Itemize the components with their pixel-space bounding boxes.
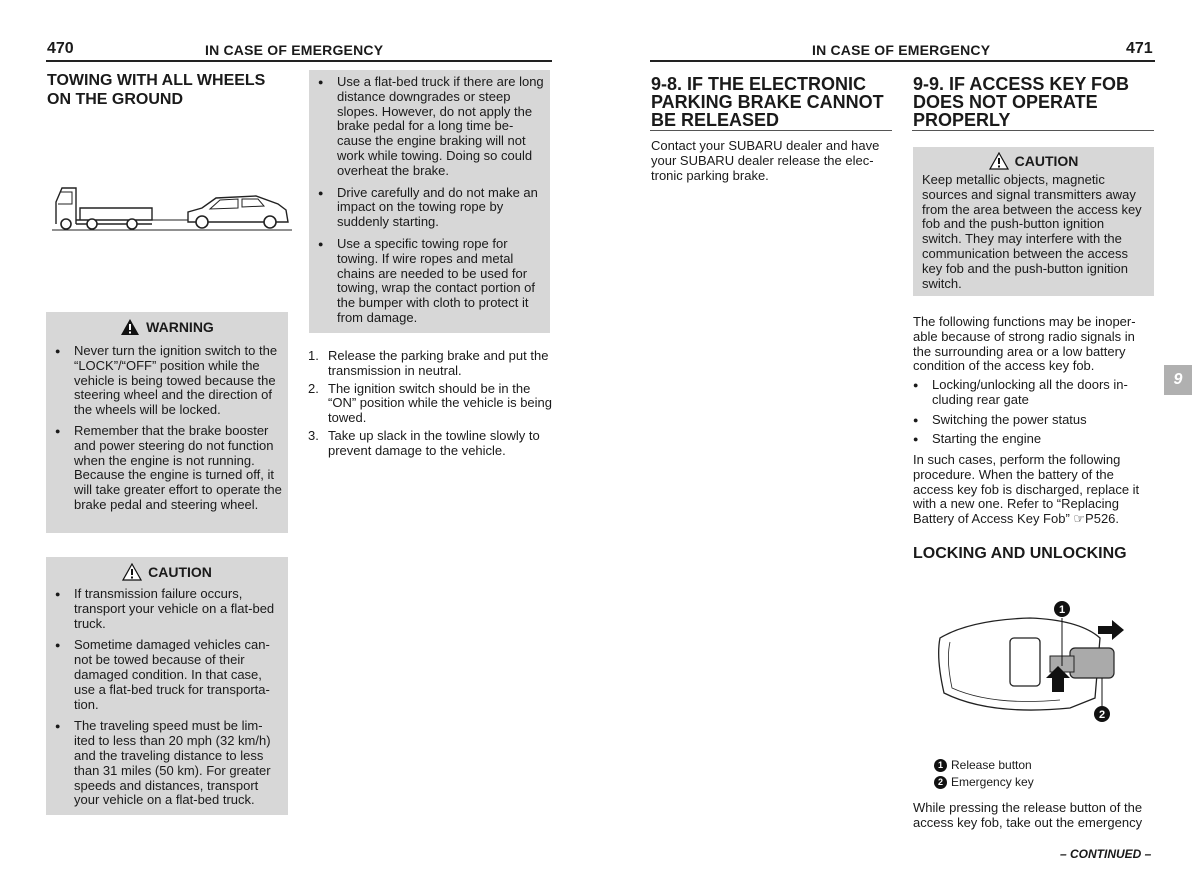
towing-section-title: TOWING WITH ALL WHEELS ON THE GROUND (47, 72, 266, 108)
continued-label: – CONTINUED – (1060, 847, 1152, 861)
section-9-9-title: 9-9. IF ACCESS KEY FOB DOES NOT OPERATE PROPERLY (913, 74, 1130, 130)
warning-title: WARNING (146, 319, 214, 335)
caution-item: ● The traveling speed must be lim-ited to less than 20 mph (32 km/h) and the traveling distance to less than 31 miles (50 km). For greater speeds and distances, transport your vehicle on a flat-bed truck. (46, 719, 282, 808)
caution-triangle-icon (122, 563, 142, 581)
locking-unlocking-title: LOCKING AND UNLOCKING (913, 545, 1127, 562)
left-header-rule (46, 60, 552, 62)
caution-continued-box (309, 70, 550, 333)
caution-item: ● If transmission failure occurs, transport your vehicle on a flat-bed truck. (46, 587, 282, 631)
step-number: 1. (308, 348, 319, 363)
section-9-8-title: 9-8. IF THE ELECTRONIC PARKING BRAKE CANNOT BE RELEASED (651, 74, 884, 130)
right-header-rule (650, 60, 1155, 62)
legend-number: 1 (934, 759, 947, 772)
left-running-head: IN CASE OF EMERGENCY (205, 42, 384, 58)
caution-item: ● Drive carefully and do not make an impact on the towing rope by suddenly starting. (309, 186, 544, 230)
caution-item: ● Sometime damaged vehicles can-not be towed because of their damaged condition. In that case, use a flat-bed truck for transporta-tion. (46, 638, 282, 712)
callout-1-label: 1 (1058, 604, 1066, 616)
key-fob-illustration (930, 598, 1135, 726)
legend-number: 2 (934, 776, 947, 789)
step-number: 2. (308, 380, 319, 396)
towing-illustration (52, 182, 292, 234)
procedure-paragraph: In such cases, perform the following procedure. When the battery of the access key fob is discharged, replace it with a new one. Refer to “Replacing Battery of Access Key Fob” ☞P526. (913, 452, 1140, 527)
step-item (308, 349, 554, 379)
step-text: The ignition switch should be in the “ON” position while the vehicle is being towed. (328, 380, 552, 426)
step-item (308, 382, 554, 426)
legend-label: Release button (951, 758, 1032, 772)
functions-list (904, 378, 1154, 447)
pull-arrow-icon (1098, 620, 1124, 640)
step-text: Take up slack in the towline slowly to prevent damage to the vehicle. (328, 427, 540, 458)
caution-item: ● Use a specific towing rope for towing. If wire ropes and metal chains are needed to be used for towing, wrap the contact portion of the bumper with cloth to protect it from damage. (309, 237, 544, 326)
section-9-8-rule (650, 130, 892, 131)
legend-item (934, 774, 1034, 791)
caution-box-right (913, 147, 1154, 296)
callout-2-label: 2 (1098, 709, 1106, 721)
warning-list (46, 344, 288, 513)
caution-title-right: CAUTION (1014, 153, 1079, 169)
legend-item (934, 757, 1034, 774)
caution-list-left (46, 587, 288, 808)
function-item: ● Switching the power status (904, 413, 1154, 428)
section-9-8-body: Contact your SUBARU dealer and have your SUBARU dealer release the elec-tronic parking brake. (651, 138, 880, 183)
left-page-number: 470 (47, 40, 74, 57)
warning-item: ● Never turn the ignition switch to the “LOCK”/“OFF” position while the vehicle is being towed because the steering wheel and the direction of the wheels will be locked. (46, 344, 282, 418)
caution-header-right (913, 152, 1154, 170)
caution-continued-list (309, 75, 550, 326)
caution-title-left: CAUTION (148, 564, 212, 580)
caution-item: ● Use a flat-bed truck if there are long distance downgrades or steep slopes. However, do not apply the brake pedal for a long time be-cause the engine braking will not work while towing. Doing so could overheat the brake. (309, 75, 544, 179)
step-number: 3. (308, 427, 319, 443)
function-item: ● Starting the engine (904, 432, 1154, 447)
figure-legend (934, 757, 1034, 791)
legend-label: Emergency key (951, 775, 1034, 789)
warning-item: ● Remember that the brake booster and power steering do not function when the engine is not running. Because the engine is turned off, it will take greater effort to operate the brake pedal and steering wheel. (46, 424, 282, 513)
section-9-9-rule (912, 130, 1154, 131)
chapter-tab: 9 (1164, 365, 1192, 395)
caution-body-right: Keep metallic objects, magnetic sources and signal transmitters away from the area between the access key fob and the push-button ignition switch. They may interfere with the communication between the access key fob and the push-button ignition switch. (922, 172, 1142, 291)
warning-triangle-icon (120, 318, 140, 336)
emergency-key-shape (1070, 648, 1114, 678)
warning-header (46, 318, 288, 336)
functions-intro: The following functions may be inoper-able because of strong radio signals in the surrounding area or a low battery condition of the access key fob. (913, 314, 1136, 374)
function-item: ● Locking/unlocking all the doors in-cluding rear gate (904, 378, 1154, 408)
towing-steps (308, 349, 554, 459)
right-running-head: IN CASE OF EMERGENCY (812, 42, 991, 58)
caution-triangle-icon (989, 152, 1009, 170)
warning-box (46, 312, 288, 533)
step-item (308, 429, 554, 459)
caution-box-left (46, 557, 288, 815)
release-instruction: While pressing the release button of the access key fob, take out the emergency (913, 800, 1143, 830)
step-text: Release the parking brake and put the transmission in neutral. (328, 348, 549, 378)
right-page-number: 471 (1126, 40, 1153, 57)
caution-header-left (46, 563, 288, 581)
